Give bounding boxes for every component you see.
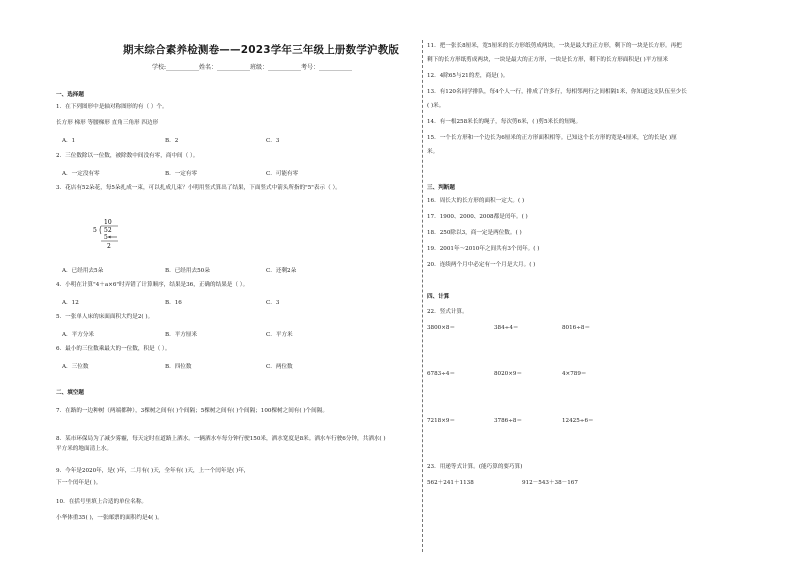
q6-option-a[interactable]: A．三位数 [62,364,89,370]
q16-text: 16．周长大的长方形的面积一定大。( ) [427,198,525,204]
q1-stem: 1．在下列图形中是轴对称图形的有（ ）个。 [56,104,168,110]
calc-item: 7218×9＝ [427,418,456,424]
q4-option-a[interactable]: A．12 [62,300,79,306]
calc-item: 4×789＝ [562,371,587,377]
section-judge-heading: 三、判断题 [427,185,455,191]
q17-text: 17．1900、2000、2008都是闰年。( ) [427,214,528,220]
q4-option-b[interactable]: B．16 [165,300,182,306]
exam-title: 期末综合素养检测卷——2023学年三年级上册数学沪教版 [123,44,400,56]
calc-item: 8020×9＝ [494,371,523,377]
q23-stem: 23．用递等式计算。(能巧算的要巧算) [427,464,523,470]
q23-expr-2: 912－543＋38－167 [522,480,578,486]
div-divisor: 5 [93,227,97,234]
calc-item: 3786÷8＝ [494,418,523,424]
q13-line1: 13．有120名同学排队，每4个人一行，排成了许多行，每相邻两行之间相隔1米，你知道这支队伍至少长 [427,89,687,95]
long-division-figure [90,218,130,252]
q23-expr-1: 562＋241＋1138 [427,480,474,486]
q6-option-c[interactable]: C．两位数 [266,364,293,370]
q11-line2: 剩下的长方形纸剪成两块，一块是最大的正方形，一块是长方形，剩下的长方形面积是( )平方厘米 [427,57,669,63]
q15-line2: 米。 [427,149,439,155]
q12-text: 12．4除65与21的差，商是( )。 [427,73,509,79]
q14-text: 14．有一根258米长的绳子，每次剪6米，( )剪5米长的短绳。 [427,119,582,125]
q10-line1: 10．在括号里填上合适的单位名称。 [56,499,148,505]
section-calc-heading: 四、计算 [427,294,450,300]
q15-line1: 15．一个长方形和一个边长为6厘米的正方形面积相等。已知这个长方形的宽是4厘米，它的长是( )厘 [427,135,677,141]
q22-stem: 22．竖式计算。 [427,309,468,315]
q2-option-b[interactable]: B．一定有零 [165,171,198,177]
q6-stem: 6．最小的三位数乘最大的一位数，积是（ ）。 [56,346,171,352]
q8-text: 8．某市环保局为了减少雾霾，每天定时在道路上洒水。一辆洒水车每分钟行驶150米，洒水宽度是8米。洒水车行驶6分钟，共洒水( )平方米的地面清上水。 [56,436,386,452]
calc-item: 6783÷4＝ [427,371,456,377]
q9-line1: 9．今年是2020年，是( )年，二月有( )天，全年有( )天，上一个闰年是( )年， [56,468,250,474]
calc-item: 3800×8＝ [427,325,456,331]
q1-option-c[interactable]: C．3 [266,138,280,144]
q6-option-b[interactable]: B．四位数 [165,364,192,370]
student-info-line: 学校:___________姓名：___________班级：___________考号：___________ [152,64,353,71]
section-choice-heading: 一、选择题 [56,92,84,98]
q2-option-c[interactable]: C．可能有零 [266,171,299,177]
q5-option-a[interactable]: A．平方分米 [62,332,95,338]
q2-stem: 2．三位数除以一位数，被除数中间没有零，商中间（ ）。 [56,153,199,159]
q13-line2: ( )米。 [427,103,445,109]
q3-option-c[interactable]: C．还剩2朵 [266,268,297,274]
q3-option-a[interactable]: A．已经用去5朵 [62,268,104,274]
calc-item: 12425÷6＝ [562,418,594,424]
q10-line2: 小华体重35( )，一张邮票的面积约是4( )。 [56,515,163,521]
calc-item: 8016÷8＝ [562,325,591,331]
q11-line1: 11．把一张长8厘米，宽5厘米的长方形纸剪成两块，一块是最大的正方形，剩下的一块是长方形。再把 [427,43,682,49]
q7-text: 7．在路的一边种树（两端都种），3棵树之间有( )个间隔；5棵树之间有( )个间隔；100棵树之间有( )个间隔。 [56,408,328,414]
q4-option-c[interactable]: C．3 [266,300,280,306]
q2-option-a[interactable]: A．一定没有零 [62,171,100,177]
q3-stem: 3．花店有52朵花，每5朵扎成一束，可以扎成几束？小明用竖式算出了结果，下面竖式中箭头所指的"5"表示（ ）。 [56,185,341,191]
q18-text: 18．250除以3，商一定是两位数。( ) [427,230,522,236]
q5-option-c[interactable]: C．平方米 [266,332,293,338]
q19-text: 19．2001年～2010年之间共有3个闰年。( ) [427,246,540,252]
q1-option-a[interactable]: A．1 [62,138,76,144]
calc-item: 384÷4＝ [494,325,519,331]
div-remainder: 2 [107,243,111,250]
q4-stem: 4．小明在计算"4＋a×6"时弄错了计算顺序，结果是36，正确的结果是（ ）。 [56,282,249,288]
q1-shapes: 长方形 梯形 等腰梯形 直角三角形 四边形 [56,120,159,126]
right-page [397,0,794,562]
q3-option-b[interactable]: B．已经用去50朵 [165,268,210,274]
div-dividend: 52 [104,227,112,234]
q9-line2: 下一个闰年是( )。 [56,480,102,486]
q20-text: 20．连续两个月中必定有一个月是大月。( ) [427,262,536,268]
div-product: 5 [104,234,108,241]
section-fill-heading: 二、填空题 [56,390,84,396]
q5-option-b[interactable]: B．平方厘米 [165,332,198,338]
div-quotient: 10 [104,219,112,226]
arrow-head [108,236,111,239]
q5-stem: 5．一张单人床的床面面积大约是2( )。 [56,314,154,320]
q1-option-b[interactable]: B．2 [165,138,179,144]
